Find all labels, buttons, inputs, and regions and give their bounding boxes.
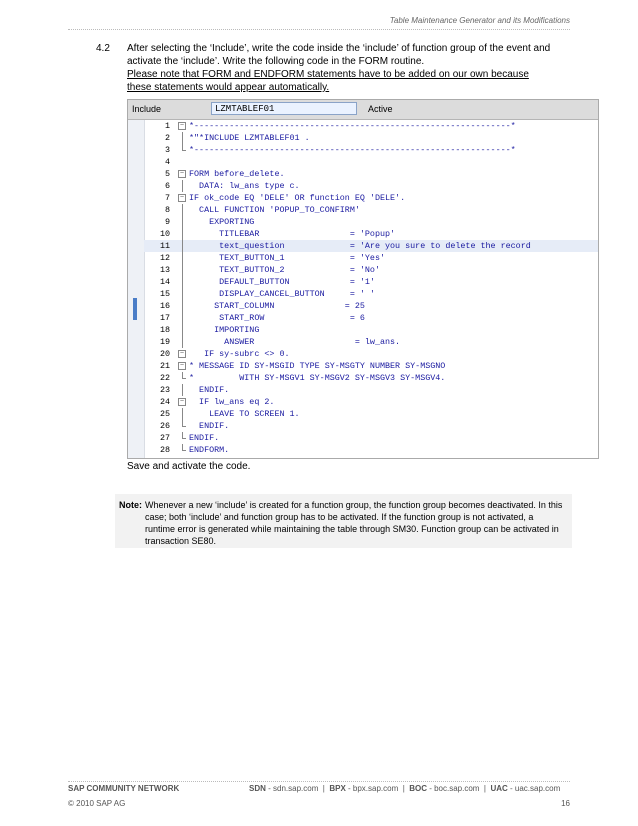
page-number: 16 bbox=[561, 799, 570, 808]
code-line[interactable] bbox=[144, 228, 598, 240]
line-number: 24 bbox=[159, 397, 170, 407]
code-text: TITLEBAR = 'Popup' bbox=[189, 229, 396, 239]
step-line-4: these statements would appear automatically. bbox=[127, 82, 330, 93]
code-text: TEXT_BUTTON_1 = 'Yes' bbox=[189, 253, 386, 263]
code-line[interactable] bbox=[144, 132, 598, 144]
include-name-field[interactable]: LZMTABLEF01 bbox=[211, 102, 357, 115]
code-text: START_ROW = 6 bbox=[189, 313, 365, 323]
footer-links: SDN - sdn.sap.com | BPX - bpx.sap.com | BOC - boc.sap.com | UAC - uac.sap.com bbox=[249, 784, 561, 793]
fold-toggle-icon[interactable] bbox=[178, 348, 186, 360]
fold-guide bbox=[178, 276, 186, 288]
line-number: 9 bbox=[164, 217, 170, 227]
line-number: 2 bbox=[164, 133, 170, 143]
code-text: IF sy-subrc <> 0. bbox=[189, 349, 290, 359]
code-text: CALL FUNCTION 'POPUP_TO_CONFIRM' bbox=[189, 205, 360, 215]
code-line[interactable] bbox=[144, 180, 598, 192]
step-line-2: activate the ‘include’. Write the following code in the FORM routine. bbox=[127, 56, 425, 67]
code-line[interactable] bbox=[144, 396, 598, 408]
step-4-2 bbox=[96, 42, 576, 94]
line-number: 26 bbox=[159, 421, 170, 431]
sdn-label: SDN bbox=[249, 784, 266, 793]
fold-guide bbox=[178, 312, 186, 324]
code-text: ENDFORM. bbox=[189, 445, 230, 455]
code-line[interactable] bbox=[144, 240, 598, 252]
fold-toggle-icon[interactable] bbox=[178, 120, 186, 132]
fold-guide bbox=[178, 372, 186, 384]
footer-network: SAP COMMUNITY NETWORK bbox=[68, 784, 180, 793]
code-line[interactable] bbox=[144, 288, 598, 300]
code-text: IMPORTING bbox=[189, 325, 260, 335]
fold-guide bbox=[178, 228, 186, 240]
abap-editor-screenshot bbox=[127, 99, 599, 459]
fold-guide bbox=[178, 408, 186, 420]
fold-guide bbox=[178, 324, 186, 336]
step-number: 4.2 bbox=[96, 43, 110, 54]
line-number: 6 bbox=[164, 181, 170, 191]
fold-guide bbox=[178, 240, 186, 252]
fold-guide bbox=[178, 252, 186, 264]
bpx-label: BPX bbox=[329, 784, 346, 793]
code-line[interactable] bbox=[144, 324, 598, 336]
code-line[interactable] bbox=[144, 144, 598, 156]
code-text: * WITH SY-MSGV1 SY-MSGV2 SY-MSGV3 SY-MSGV4. bbox=[189, 373, 446, 383]
line-number: 7 bbox=[164, 193, 170, 203]
fold-guide bbox=[178, 336, 186, 348]
fold-guide bbox=[178, 288, 186, 300]
line-number: 19 bbox=[159, 337, 170, 347]
code-line[interactable] bbox=[144, 372, 598, 384]
line-number: 27 bbox=[159, 433, 170, 443]
code-line[interactable] bbox=[144, 156, 598, 168]
code-line[interactable] bbox=[144, 348, 598, 360]
code-line[interactable] bbox=[144, 120, 598, 132]
status-label: Active bbox=[368, 104, 393, 114]
copyright: © 2010 SAP AG bbox=[68, 799, 126, 808]
code-text: DEFAULT_BUTTON = '1' bbox=[189, 277, 375, 287]
fold-toggle-icon[interactable] bbox=[178, 192, 186, 204]
fold-toggle-icon[interactable] bbox=[178, 396, 186, 408]
line-number: 5 bbox=[164, 169, 170, 179]
step-line-3: Please note that FORM and ENDFORM statements have to be added on our own because bbox=[127, 69, 529, 80]
code-text: *---------------------------------------------------------------* bbox=[189, 145, 516, 155]
boc-link[interactable]: boc.sap.com bbox=[434, 784, 480, 793]
code-editor[interactable] bbox=[128, 120, 598, 458]
code-text: DISPLAY_CANCEL_BUTTON = ' ' bbox=[189, 289, 375, 299]
boc-label: BOC bbox=[409, 784, 427, 793]
footer-divider bbox=[68, 781, 570, 782]
note-box bbox=[115, 494, 572, 548]
line-number: 1 bbox=[164, 121, 170, 131]
code-text: ENDIF. bbox=[189, 385, 230, 395]
fold-guide bbox=[178, 216, 186, 228]
code-line[interactable] bbox=[144, 264, 598, 276]
code-text: LEAVE TO SCREEN 1. bbox=[189, 409, 300, 419]
code-line[interactable] bbox=[144, 408, 598, 420]
sdn-link[interactable]: sdn.sap.com bbox=[273, 784, 319, 793]
line-number: 12 bbox=[159, 253, 170, 263]
line-number: 21 bbox=[159, 361, 170, 371]
code-text: ENDIF. bbox=[189, 433, 220, 443]
code-line[interactable] bbox=[144, 420, 598, 432]
code-line[interactable] bbox=[144, 252, 598, 264]
bpx-link[interactable]: bpx.sap.com bbox=[352, 784, 399, 793]
line-number: 11 bbox=[159, 241, 170, 251]
line-number: 20 bbox=[159, 349, 170, 359]
code-line[interactable] bbox=[144, 300, 598, 312]
line-number: 18 bbox=[159, 325, 170, 335]
fold-guide bbox=[178, 384, 186, 396]
fold-guide bbox=[178, 144, 186, 156]
code-line[interactable] bbox=[144, 216, 598, 228]
line-number: 13 bbox=[159, 265, 170, 275]
code-text: START_COLUMN = 25 bbox=[189, 301, 365, 311]
fold-guide bbox=[178, 300, 186, 312]
fold-guide bbox=[178, 432, 186, 444]
code-line[interactable] bbox=[144, 384, 598, 396]
fold-guide bbox=[178, 132, 186, 144]
code-text: *---------------------------------------------------------------* bbox=[189, 121, 516, 131]
header-divider bbox=[68, 29, 570, 30]
line-number: 23 bbox=[159, 385, 170, 395]
include-label: Include bbox=[132, 104, 162, 114]
note-text: Whenever a new ‘include’ is created for a function group, the function group becomes deactivated. In this case; both ‘include’ and function group has to be activated. If the function group is not activated, a runtime error is generated while maintaining the table through SM30. Function group can be activated in transaction SE80. bbox=[145, 500, 563, 546]
editor-titlebar bbox=[128, 100, 598, 120]
fold-guide bbox=[178, 420, 186, 432]
fold-guide bbox=[178, 204, 186, 216]
code-text: *"*INCLUDE LZMTABLEF01 . bbox=[189, 133, 310, 143]
line-number: 4 bbox=[164, 157, 170, 167]
fold-guide bbox=[178, 180, 186, 192]
fold-guide bbox=[178, 444, 186, 456]
code-line[interactable] bbox=[144, 444, 598, 456]
code-text: text_question = 'Are you sure to delete the record bbox=[189, 241, 531, 251]
step-line-1: After selecting the ‘Include’, write the code inside the ‘include’ of function group of the event and bbox=[127, 43, 551, 54]
editor-gutter bbox=[128, 120, 145, 458]
code-text: TEXT_BUTTON_2 = 'No' bbox=[189, 265, 380, 275]
line-number: 17 bbox=[159, 313, 170, 323]
fold-guide bbox=[178, 264, 186, 276]
line-number: 25 bbox=[159, 409, 170, 419]
code-line[interactable] bbox=[144, 192, 598, 204]
step-text bbox=[127, 42, 576, 94]
code-line[interactable] bbox=[144, 276, 598, 288]
code-text: FORM before_delete. bbox=[189, 169, 285, 179]
line-number: 22 bbox=[159, 373, 170, 383]
code-line[interactable] bbox=[144, 204, 598, 216]
code-line[interactable] bbox=[144, 360, 598, 372]
fold-toggle-icon[interactable] bbox=[178, 168, 186, 180]
code-line[interactable] bbox=[144, 312, 598, 324]
code-line[interactable] bbox=[144, 432, 598, 444]
uac-label: UAC bbox=[490, 784, 508, 793]
change-marker bbox=[133, 298, 137, 320]
code-text: IF lw_ans eq 2. bbox=[189, 397, 275, 407]
code-line[interactable] bbox=[144, 336, 598, 348]
save-instruction: Save and activate the code. bbox=[127, 461, 251, 472]
code-text: * MESSAGE ID SY-MSGID TYPE SY-MSGTY NUMBER SY-MSGNO bbox=[189, 361, 446, 371]
line-number: 16 bbox=[159, 301, 170, 311]
code-line[interactable] bbox=[144, 168, 598, 180]
line-number: 3 bbox=[164, 145, 170, 155]
line-number: 8 bbox=[164, 205, 170, 215]
code-text: DATA: lw_ans type c. bbox=[189, 181, 300, 191]
line-number: 14 bbox=[159, 277, 170, 287]
code-text: ANSWER = lw_ans. bbox=[189, 337, 401, 347]
fold-guide bbox=[178, 156, 186, 168]
line-number: 28 bbox=[159, 445, 170, 455]
code-text: EXPORTING bbox=[189, 217, 255, 227]
running-header: Table Maintenance Generator and its Modifications bbox=[389, 16, 570, 25]
line-number: 10 bbox=[159, 229, 170, 239]
code-lines bbox=[144, 120, 598, 456]
code-text: IF ok_code EQ 'DELE' OR function EQ 'DELE'. bbox=[189, 193, 406, 203]
line-number: 15 bbox=[159, 289, 170, 299]
fold-toggle-icon[interactable] bbox=[178, 360, 186, 372]
uac-link[interactable]: uac.sap.com bbox=[514, 784, 561, 793]
note-label: Note: bbox=[119, 500, 142, 510]
code-text: ENDIF. bbox=[189, 421, 230, 431]
